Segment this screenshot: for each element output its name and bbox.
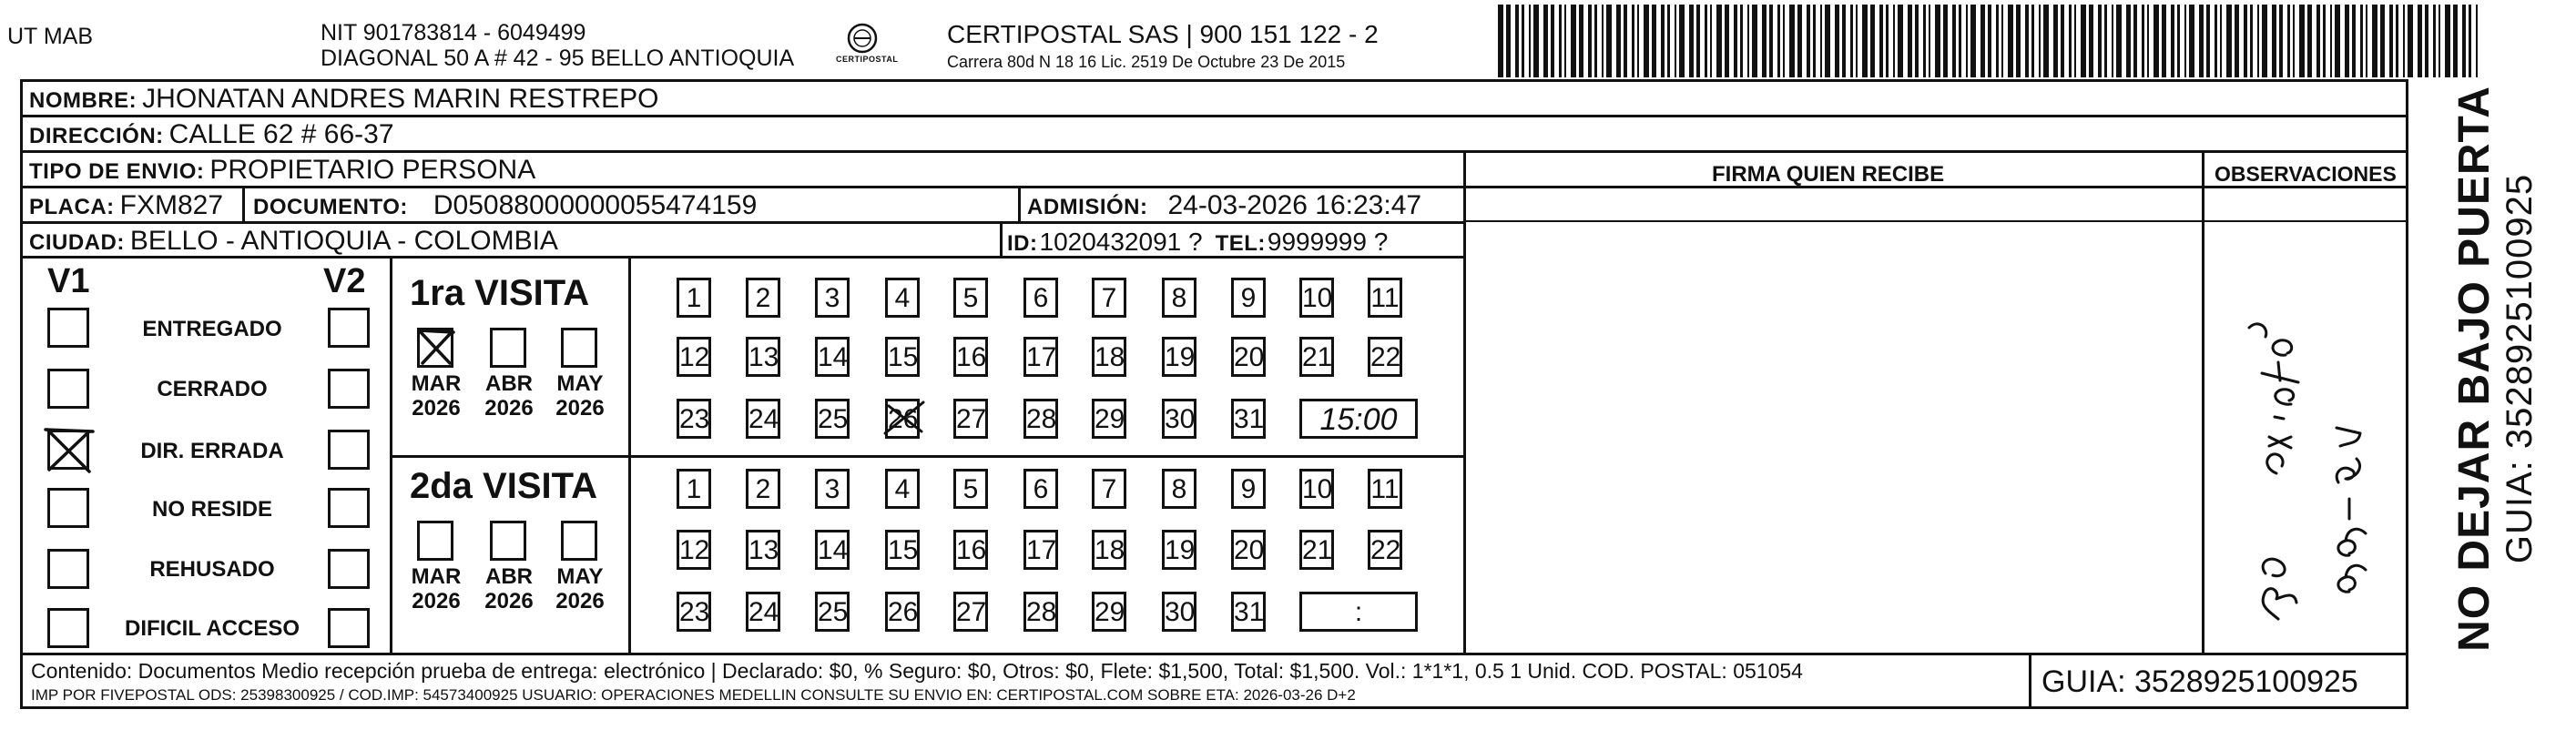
month-name: ABR — [485, 371, 533, 396]
status-label: REHUSADO — [149, 557, 275, 582]
status-label: DIR. ERRADA — [140, 439, 284, 463]
status-label: CERRADO — [157, 377, 268, 401]
day-box[interactable]: 2 — [746, 278, 780, 318]
status-v1-checkbox[interactable] — [47, 308, 89, 348]
day-box[interactable]: 15 — [885, 337, 920, 377]
observations-header: OBSERVACIONES — [2215, 162, 2397, 186]
month-name: MAR — [411, 564, 462, 589]
month-checkbox[interactable] — [561, 521, 597, 561]
month-checkbox[interactable] — [417, 521, 453, 561]
status-v2-checkbox[interactable] — [328, 608, 370, 648]
city-label: CIUDAD: — [29, 230, 125, 255]
day-box[interactable]: 12 — [677, 337, 711, 377]
document-value: D05088000000055474159 — [433, 190, 758, 220]
day-box[interactable]: 8 — [1162, 469, 1196, 509]
day-box[interactable]: 1 — [677, 469, 711, 509]
day-box[interactable]: 1 — [677, 278, 711, 318]
city-value: BELLO - ANTIOQUIA - COLOMBIA — [129, 226, 558, 256]
footer-print-info: IMP POR FIVEPOSTAL ODS: 25398300925 / COD.IMP: 54573400925 USUARIO: OPERACIONES MEDELLIN CONSULTE SU ENVIO EN: CERTIPOSTAL.COM SOBRE ETA: 2026-03-26 D+2 — [31, 686, 1356, 704]
plate-value: FXM827 — [119, 190, 224, 220]
day-box[interactable]: 31 — [1231, 592, 1266, 632]
day-box[interactable]: 14 — [815, 337, 850, 377]
recipient-address: CALLE 62 # 66-37 — [168, 119, 394, 149]
day-box[interactable]: 10 — [1299, 278, 1334, 318]
type-row — [29, 155, 535, 186]
status-v1-checkbox[interactable] — [47, 608, 89, 648]
company-license: Carrera 80d N 18 16 Lic. 2519 De Octubre 23 De 2015 — [947, 53, 1346, 71]
status-label: NO RESIDE — [151, 497, 273, 522]
day-box[interactable]: 21 — [1299, 530, 1334, 570]
document-row — [253, 190, 757, 221]
month-label — [477, 371, 541, 421]
footer-contents: Contenido: Documentos Medio recepción prueba de entrega: electrónico | Declarado: $0, % Seguro: $0, Otros: $0, Flete: $1,500, Total: $1,500. Vol.: 1*1*1, 0.5 1 Unid. COD. POSTAL: 051054 — [31, 659, 1803, 683]
barcode-icon — [1498, 5, 2481, 77]
day-box[interactable]: 27 — [953, 399, 988, 439]
day-box[interactable]: 19 — [1162, 337, 1196, 377]
month-checkbox[interactable] — [490, 521, 526, 561]
admission-value: 24-03-2026 16:23:47 — [1167, 190, 1422, 220]
day-box[interactable]: 16 — [953, 337, 988, 377]
recipient-name: JHONATAN ANDRES MARIN RESTREPO — [142, 84, 659, 114]
day-box[interactable]: 3 — [815, 278, 850, 318]
day-box[interactable]: 17 — [1023, 337, 1058, 377]
day-box[interactable]: 9 — [1231, 469, 1266, 509]
side-guia: GUIA: 3528925100925 — [2500, 173, 2540, 564]
signature-header: FIRMA QUIEN RECIBE — [1712, 162, 1945, 187]
day-box[interactable]: 6 — [1023, 278, 1058, 318]
tel-value: 9999999 ? — [1267, 228, 1389, 256]
shipping-type: PROPIETARIO PERSONA — [209, 155, 536, 185]
day-box[interactable]: 6 — [1023, 469, 1058, 509]
day-box[interactable]: 7 — [1092, 469, 1126, 509]
day-box[interactable]: 31 — [1231, 399, 1266, 439]
admission-row — [1027, 190, 1421, 221]
day-box[interactable]: 13 — [746, 530, 780, 570]
footer-guia: GUIA: 3528925100925 — [2041, 664, 2358, 699]
time-box[interactable]: 15:00 — [1299, 399, 1418, 439]
side-title: NO DEJAR BAJO PUERTA — [2450, 86, 2499, 652]
address-label: DIRECCIÓN: — [29, 124, 164, 148]
name-label: NOMBRE: — [29, 88, 137, 113]
day-box[interactable]: 25 — [815, 592, 850, 632]
admission-label: ADMISIÓN: — [1027, 195, 1148, 219]
status-v2-checkbox[interactable] — [328, 549, 370, 589]
id-row — [1007, 228, 1388, 257]
plate-label: PLACA: — [29, 195, 115, 219]
city-row — [29, 226, 558, 257]
day-box[interactable]: 28 — [1023, 399, 1058, 439]
day-box[interactable]: 2 — [746, 469, 780, 509]
day-box[interactable]: 10 — [1299, 469, 1334, 509]
month-year: 2026 — [555, 396, 605, 421]
org-name: UT MAB — [7, 24, 93, 49]
plate-row — [29, 190, 223, 221]
v2-header: V2 — [323, 262, 366, 300]
status-label: DIFICIL ACCESO — [124, 616, 300, 641]
day-box[interactable]: 8 — [1162, 278, 1196, 318]
month-label — [404, 371, 468, 421]
day-check-mark-icon — [880, 393, 929, 442]
day-box[interactable]: 30 — [1162, 592, 1196, 632]
document-label: DOCUMENTO: — [253, 195, 408, 219]
day-box[interactable]: 23 — [677, 592, 711, 632]
status-v1-checkbox[interactable] — [47, 369, 89, 409]
month-name: MAR — [411, 371, 462, 396]
day-box[interactable]: 7 — [1092, 278, 1126, 318]
day-box[interactable]: 11 — [1368, 469, 1402, 509]
handwritten-observation — [2213, 291, 2395, 637]
month-checkbox[interactable] — [561, 328, 597, 368]
day-box[interactable]: 28 — [1023, 592, 1058, 632]
logo-icon — [830, 20, 894, 56]
day-box[interactable]: 20 — [1231, 337, 1266, 377]
month-year: 2026 — [484, 589, 534, 613]
time-box[interactable]: : — [1299, 592, 1418, 632]
day-box[interactable]: 15 — [885, 530, 920, 570]
day-box[interactable]: 20 — [1231, 530, 1266, 570]
id-label: ID: — [1007, 231, 1038, 256]
status-label: ENTREGADO — [142, 317, 282, 341]
day-box[interactable]: 19 — [1162, 530, 1196, 570]
month-label — [548, 564, 612, 613]
id-value: 1020432091 ? — [1039, 228, 1203, 256]
month-label — [404, 564, 468, 613]
day-box[interactable]: 14 — [815, 530, 850, 570]
day-box[interactable]: 29 — [1092, 592, 1126, 632]
logo-text: CERTIPOSTAL — [836, 55, 899, 64]
day-box[interactable]: 27 — [953, 592, 988, 632]
day-box[interactable]: 18 — [1092, 337, 1126, 377]
day-box[interactable]: 17 — [1023, 530, 1058, 570]
nit: NIT 901783814 - 6049499 — [321, 20, 586, 46]
status-check-mark-icon — [40, 424, 98, 477]
second-visit-title: 2da VISITA — [410, 466, 597, 506]
day-box[interactable]: 24 — [746, 592, 780, 632]
day-box[interactable]: 25 — [815, 399, 850, 439]
month-label — [548, 371, 612, 421]
day-box[interactable]: 3 — [815, 469, 850, 509]
month-label — [477, 564, 541, 613]
day-box[interactable]: 23 — [677, 399, 711, 439]
barcode — [1498, 5, 2481, 77]
status-v2-checkbox[interactable] — [328, 430, 370, 470]
tel-label: TEL: — [1215, 231, 1266, 256]
day-box[interactable]: 30 — [1162, 399, 1196, 439]
month-name: MAY — [556, 371, 604, 396]
status-v2-checkbox[interactable] — [328, 369, 370, 409]
status-v2-checkbox[interactable] — [328, 488, 370, 528]
day-box[interactable]: 21 — [1299, 337, 1334, 377]
month-year: 2026 — [412, 589, 461, 613]
month-name: ABR — [485, 564, 533, 589]
type-label: TIPO DE ENVIO: — [29, 159, 205, 184]
month-year: 2026 — [412, 396, 461, 421]
logo — [830, 20, 899, 75]
day-box[interactable]: 22 — [1368, 337, 1402, 377]
day-box[interactable]: 18 — [1092, 530, 1126, 570]
name-row — [29, 84, 658, 115]
day-box[interactable]: 29 — [1092, 399, 1126, 439]
status-v2-checkbox[interactable] — [328, 308, 370, 348]
sender-address: DIAGONAL 50 A # 42 - 95 BELLO ANTIOQUIA — [321, 46, 795, 71]
v1-header: V1 — [47, 262, 90, 300]
month-checkbox[interactable] — [490, 328, 526, 368]
day-box[interactable]: 5 — [953, 469, 988, 509]
day-box[interactable]: 4 — [885, 278, 920, 318]
day-box[interactable]: 22 — [1368, 530, 1402, 570]
day-box[interactable]: 9 — [1231, 278, 1266, 318]
month-year: 2026 — [555, 589, 605, 613]
month-name: MAY — [556, 564, 604, 589]
month-year: 2026 — [484, 396, 534, 421]
day-box[interactable]: 26 — [885, 399, 920, 439]
side-panel — [2418, 86, 2572, 652]
company-name: CERTIPOSTAL SAS | 900 151 122 - 2 — [947, 20, 1379, 48]
status-v1-checkbox[interactable] — [47, 549, 89, 589]
day-box[interactable]: 26 — [885, 592, 920, 632]
first-visit-title: 1ra VISITA — [410, 273, 590, 313]
day-box[interactable]: 24 — [746, 399, 780, 439]
address-row — [29, 119, 394, 150]
day-box[interactable]: 12 — [677, 530, 711, 570]
status-v1-checkbox[interactable] — [47, 488, 89, 528]
month-check-mark-icon — [413, 323, 457, 370]
day-box[interactable]: 11 — [1368, 278, 1402, 318]
day-box[interactable]: 16 — [953, 530, 988, 570]
day-box[interactable]: 5 — [953, 278, 988, 318]
day-box[interactable]: 13 — [746, 337, 780, 377]
day-box[interactable]: 4 — [885, 469, 920, 509]
